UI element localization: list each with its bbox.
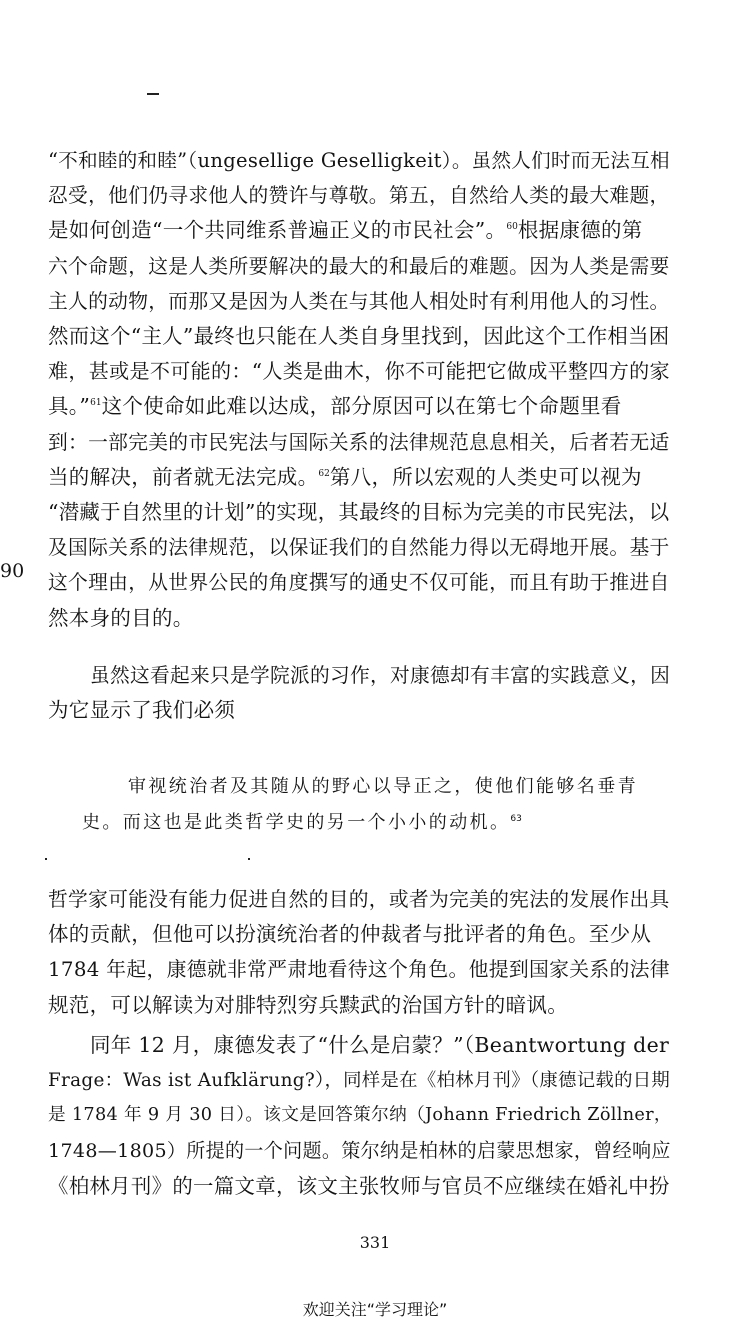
quote-line: 史。而这也是此类哲学史的另一个小小的动机。$^{63}$ (82, 812, 522, 833)
text-line: 六个命题，这是人类所要解决的最大的和最后的难题。因为人类是需要 (48, 254, 670, 278)
page-number: 331 (359, 1233, 391, 1252)
paragraph-1 (48, 143, 670, 636)
text-line: “不和睦的和睦”（ungesellige Geselligkeit）。虽然人们时而无法互相 (48, 149, 670, 172)
text-line: 这个理由，从世界公民的角度撰写的通史不仅可能，而且有助于推进自 (48, 571, 670, 595)
text-line: 同年 12 月，康德发表了“什么是启蒙？”（Beantwortung der (90, 1033, 670, 1057)
footer-watermark-text: 欢迎关注“学习理论” (302, 1300, 448, 1319)
text-line: 《柏林月刊》的一篇文章，该文主张牧师与官员不应继续在婚礼中扮 (48, 1173, 670, 1198)
footnote-ref[interactable]: 61 (90, 398, 102, 409)
text-line: 难，甚或是不可能的：“人类是曲木，你不可能把它做成平整四方的家 (48, 359, 670, 384)
footnote-ref[interactable]: 62 (318, 469, 330, 479)
text-line: 规范，可以解读为对腓特烈穷兵黩武的治国方针的暗讽。 (48, 992, 568, 1017)
scan-speck (147, 93, 159, 95)
text-line: 1748—1805）所提的一个问题。策尔纳是柏林的启蒙思想家，曾经响应 (48, 1139, 671, 1162)
text-line: Frage：Was ist Aufklärung?），同样是在《柏林月刊》（康德记载的日期 (48, 1070, 671, 1092)
paragraph-3 (48, 882, 670, 1023)
text-line: 然而这个“主人”最终也只能在人类自身里找到，因此这个工作相当困 (48, 324, 670, 349)
margin-page-number: 90 (0, 560, 25, 582)
text-line: 哲学家可能没有能力促进自然的目的，或者为完美的宪法的发展作出具 (48, 888, 670, 911)
text-line: 为它显示了我们必须 (48, 698, 236, 723)
block-quote (82, 769, 672, 841)
text-line: 主人的动物，而那又是因为人类在与其他人相处时有利用他人的习性。 (48, 289, 670, 313)
text-line: 及国际关系的法律规范，以保证我们的自然能力得以无碍地开展。基于 (48, 536, 670, 560)
text-line: 忍受，他们仍寻求他人的赞许与尊敬。第五，自然给人类的最大难题， (48, 184, 670, 208)
paragraph-4 (48, 1028, 670, 1204)
text-line: “潜藏于自然里的计划”的实现，其最终的目标为完美的市民宪法，以 (48, 500, 670, 525)
text-line: 然本身的目的。 (48, 605, 194, 630)
quote-line: 审视统治者及其随从的野心以导正之，使他们能够名垂青 (128, 776, 638, 797)
footnote-ref[interactable]: 63 (510, 814, 522, 824)
footnote-ref[interactable]: 60 (506, 222, 518, 233)
text-line: 具。”$^{61}$这个使命如此难以达成，部分原因可以在第七个命题里看 (48, 394, 622, 419)
text-line: 1784 年起，康德就非常严肃地看待这个角色。他提到国家关系的法律 (48, 958, 670, 982)
text-line: 是 1784 年 9 月 30 日）。该文是回答策尔纳（Johann Friedrich Zöllner， (48, 1105, 672, 1126)
text-line: 虽然这看起来只是学院派的习作，对康德却有丰富的实践意义，因 (90, 664, 671, 687)
scan-speck (248, 858, 250, 860)
scan-speck (45, 858, 47, 860)
paragraph-2 (48, 658, 670, 728)
text-line: 到：一部完美的市民宪法与国际关系的法律规范息息相关，后者若无适 (48, 430, 670, 454)
text-line: 体的贡献，但他可以扮演统治者的仲裁者与批评者的角色。至少从 (48, 922, 652, 947)
text-line: 是如何创造“一个共同维系普遍正义的市民社会”。$^{60}$根据康德的第 (48, 218, 643, 243)
text-line: 当的解决，前者就无法完成。$^{62}$第八，所以宏观的人类史可以视为 (48, 464, 642, 489)
